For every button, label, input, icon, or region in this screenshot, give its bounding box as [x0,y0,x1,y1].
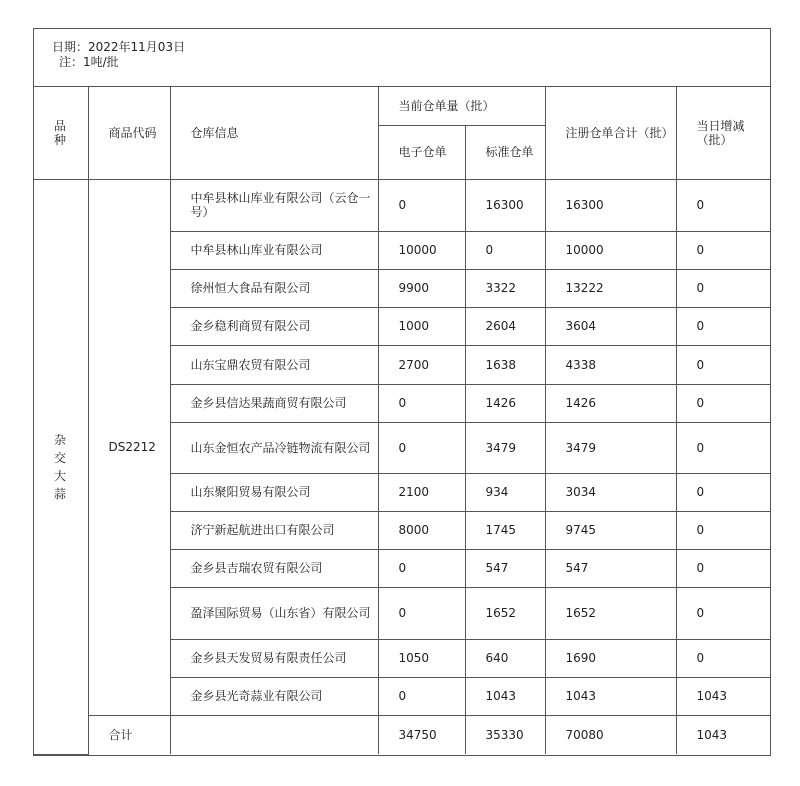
electronic-cell: 10000 [378,231,465,269]
total-warehouse-cell [170,715,378,754]
warehouse-cell: 金乡县吉瑞农贸有限公司 [170,549,378,587]
daily-change-cell: 0 [676,179,771,231]
warehouse-cell: 中牟县林山库业有限公司（云仓一号） [170,179,378,231]
registered-total-cell: 547 [545,549,676,587]
registered-total-cell: 3034 [545,473,676,511]
header-standard: 标准仓单 [465,125,545,179]
product-code-cell: DS2212 [88,179,170,715]
registered-total-cell: 1652 [545,587,676,639]
warehouse-cell: 山东宝鼎农贸有限公司 [170,345,378,384]
warehouse-cell: 山东金恒农产品冷链物流有限公司 [170,422,378,473]
total-row [34,715,771,754]
daily-change-cell: 0 [676,307,771,345]
warehouse-cell: 中牟县林山库业有限公司 [170,231,378,269]
report-date: 日期：2022年11月03日 [52,40,186,54]
total-standard: 35330 [465,715,545,754]
header-registered-total: 注册仓单合计（批） [545,87,676,179]
electronic-cell: 2100 [378,473,465,511]
report-info [34,29,770,87]
warehouse-cell: 盈泽国际贸易（山东省）有限公司 [170,587,378,639]
unit-note: 注：1吨/批 [59,55,119,69]
daily-change-cell: 1043 [676,677,771,715]
registered-total-cell: 10000 [545,231,676,269]
variety-char: 杂 [54,432,67,447]
registered-total-cell: 1426 [545,384,676,422]
registered-total-cell: 9745 [545,511,676,549]
electronic-cell: 9900 [378,269,465,307]
daily-change-cell: 0 [676,511,771,549]
variety-char: 大 [54,468,67,483]
warehouse-cell: 徐州恒大食品有限公司 [170,269,378,307]
electronic-cell: 0 [378,179,465,231]
warehouse-receipt-report [33,28,771,756]
standard-cell: 1745 [465,511,545,549]
daily-change-cell: 0 [676,269,771,307]
header-product-code: 商品代码 [88,87,170,179]
warehouse-cell: 金乡县光奇蒜业有限公司 [170,677,378,715]
registered-total-cell: 3479 [545,422,676,473]
standard-cell: 3479 [465,422,545,473]
receipt-table [34,87,771,755]
standard-cell: 934 [465,473,545,511]
daily-change-cell: 0 [676,639,771,677]
standard-cell: 1043 [465,677,545,715]
header-electronic: 电子仓单 [378,125,465,179]
warehouse-cell: 金乡稳利商贸有限公司 [170,307,378,345]
standard-cell: 640 [465,639,545,677]
electronic-cell: 0 [378,677,465,715]
variety-char: 交 [54,450,67,465]
total-label: 合计 [88,715,170,754]
electronic-cell: 0 [378,587,465,639]
header-row [34,87,771,125]
warehouse-cell: 济宁新起航进出口有限公司 [170,511,378,549]
registered-total-cell: 1690 [545,639,676,677]
registered-total-cell: 13222 [545,269,676,307]
table-row [34,179,771,231]
header-warehouse: 仓库信息 [170,87,378,179]
electronic-cell: 8000 [378,511,465,549]
daily-change-cell: 0 [676,231,771,269]
electronic-cell: 1050 [378,639,465,677]
standard-cell: 1426 [465,384,545,422]
total-electronic: 34750 [378,715,465,754]
standard-cell: 3322 [465,269,545,307]
variety-char: 蒜 [54,486,67,501]
daily-change-cell: 0 [676,549,771,587]
standard-cell: 547 [465,549,545,587]
electronic-cell: 0 [378,549,465,587]
variety-cell [34,179,88,754]
daily-change-cell: 0 [676,345,771,384]
registered-total-cell: 16300 [545,179,676,231]
daily-change-cell: 0 [676,422,771,473]
standard-cell: 16300 [465,179,545,231]
electronic-cell: 0 [378,384,465,422]
electronic-cell: 1000 [378,307,465,345]
registered-total-cell: 3604 [545,307,676,345]
warehouse-cell: 金乡县信达果蔬商贸有限公司 [170,384,378,422]
electronic-cell: 0 [378,422,465,473]
header-variety: 品 种 [34,87,88,179]
daily-change-cell: 0 [676,384,771,422]
standard-cell: 1652 [465,587,545,639]
warehouse-cell: 金乡县天发贸易有限责任公司 [170,639,378,677]
registered-total-cell: 1043 [545,677,676,715]
total-change: 1043 [676,715,771,754]
daily-change-cell: 0 [676,587,771,639]
header-current-receipts: 当前仓单量（批） [378,87,545,125]
daily-change-cell: 0 [676,473,771,511]
standard-cell: 1638 [465,345,545,384]
standard-cell: 2604 [465,307,545,345]
standard-cell: 0 [465,231,545,269]
warehouse-cell: 山东聚阳贸易有限公司 [170,473,378,511]
registered-total-cell: 4338 [545,345,676,384]
electronic-cell: 2700 [378,345,465,384]
header-daily-change: 当日增减（批） [676,87,771,179]
total-registered: 70080 [545,715,676,754]
